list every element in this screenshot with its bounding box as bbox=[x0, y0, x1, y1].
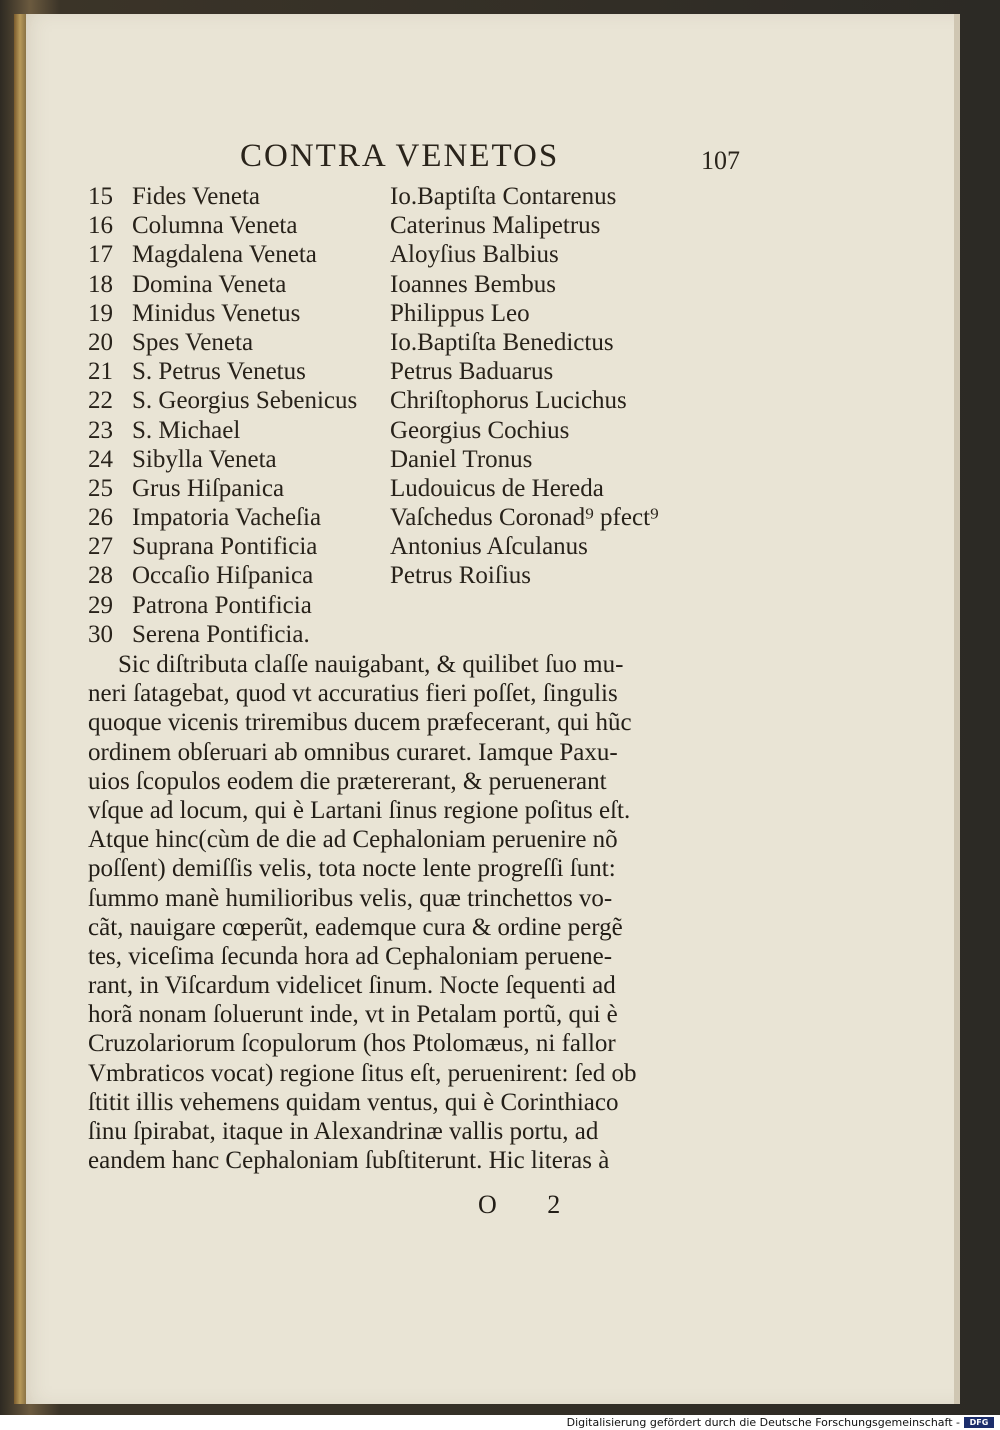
text-line: eandem hanc Cephaloniam ſubſtiterunt. Hic literas à bbox=[88, 1147, 610, 1175]
text-line: ordinem obſeruari ab omnibus curaret. Iamque Paxu- bbox=[88, 738, 618, 766]
captain-name: Antonius Aſculanus bbox=[390, 533, 588, 561]
captain-name: Ludouicus de Hereda bbox=[390, 474, 604, 502]
text-line: Vmbraticos vocat) regione ſitus eſt, peruenirent: ſed ob bbox=[88, 1059, 637, 1087]
captain-name: Chriſtophorus Lucichus bbox=[390, 387, 627, 415]
text-line: vſque ad locum, qui è Lartani ſinus regione poſitus eſt. bbox=[88, 796, 631, 824]
text-line: tes, viceſima ſecunda hora ad Cephaloniam peruene- bbox=[88, 942, 613, 970]
text-line: neri ſatagebat, quod vt accuratius fieri poſſet, ſingulis bbox=[88, 680, 618, 708]
ship-name: Serena Pontificia. bbox=[132, 620, 310, 648]
roster-number: 26 bbox=[88, 504, 113, 532]
roster-number: 23 bbox=[88, 416, 113, 444]
roster-row bbox=[88, 386, 688, 415]
ship-name: Grus Hiſpanica bbox=[132, 474, 285, 502]
roster-row bbox=[88, 591, 688, 620]
roster-number: 20 bbox=[88, 328, 113, 356]
text-line: rant, in Viſcardum videlicet ſinum. Nocte ſequenti ad bbox=[88, 972, 616, 1000]
text-line: Atque hinc(cùm de die ad Cephaloniam peruenire nõ bbox=[88, 826, 618, 854]
roster-row bbox=[88, 211, 688, 240]
text-line: quoque vicenis triremibus ducem præfecerant, qui hũc bbox=[88, 709, 632, 737]
text-line: poſſent) demiſſis velis, tota nocte lente progreſſi ſunt: bbox=[88, 855, 616, 883]
ship-name: S. Georgius Sebenicus bbox=[132, 387, 358, 415]
roster-row bbox=[88, 240, 688, 269]
roster-row bbox=[88, 299, 688, 328]
captain-name: Georgius Cochius bbox=[390, 416, 570, 444]
ship-name: Impatoria Vacheſia bbox=[132, 504, 322, 532]
body-paragraph bbox=[88, 650, 718, 1175]
roster-number: 21 bbox=[88, 358, 113, 386]
roster-row bbox=[88, 445, 688, 474]
roster-number: 30 bbox=[88, 620, 113, 648]
ship-name: Magdalena Veneta bbox=[132, 241, 317, 269]
captain-name: Caterinus Malipetrus bbox=[390, 212, 601, 240]
text-line: ſtitit illis vehemens quidam ventus, qui è Corinthiaco bbox=[88, 1088, 619, 1116]
roster-number: 22 bbox=[88, 387, 113, 415]
page-gutter bbox=[14, 14, 26, 1404]
roster-row bbox=[88, 620, 688, 649]
roster-row bbox=[88, 561, 688, 590]
roster-row bbox=[88, 182, 688, 211]
captain-name: Ioannes Bembus bbox=[390, 270, 556, 298]
captain-name: Petrus Roiſius bbox=[390, 562, 531, 590]
roster-number: 27 bbox=[88, 533, 113, 561]
roster-number: 29 bbox=[88, 591, 113, 619]
captain-name: Io.Baptiſta Contarenus bbox=[390, 183, 617, 210]
text-line: cãt, nauigare cœperũt, eademque cura & ordine pergẽ bbox=[88, 913, 623, 941]
roster-row bbox=[88, 270, 688, 299]
roster-row bbox=[88, 503, 688, 532]
roster-number: 18 bbox=[88, 270, 113, 298]
text-line: Sic diſtributa claſſe nauigabant, & quilibet ſuo mu- bbox=[118, 651, 624, 678]
roster-number: 28 bbox=[88, 562, 113, 590]
captain-name: Daniel Tronus bbox=[390, 445, 533, 473]
captain-name: Petrus Baduarus bbox=[390, 358, 554, 386]
text-line: horã nonam ſoluerunt inde, vt in Petalam portũ, qui è bbox=[88, 1001, 618, 1029]
captain-name: Io.Baptiſta Benedictus bbox=[390, 328, 614, 356]
ship-roster bbox=[88, 182, 688, 649]
captain-name: Vaſchedus Coronad⁹ pfect⁹ bbox=[390, 504, 659, 532]
page-header bbox=[230, 138, 740, 182]
running-title: CONTRA VENETOS bbox=[240, 138, 560, 174]
text-line: uios ſcopulos eodem die prætererant, & peruenerant bbox=[88, 767, 607, 795]
dfg-logo: DFG bbox=[964, 1417, 994, 1428]
roster-number: 17 bbox=[88, 241, 113, 269]
footer-credit: Digitalisierung gefördert durch die Deutsche Forschungsgemeinschaft - bbox=[566, 1416, 960, 1429]
roster-row bbox=[88, 416, 688, 445]
captain-name: Philippus Leo bbox=[390, 299, 530, 327]
text-line: Cruzolariorum ſcopulorum (hos Ptolomæus, ni fallor bbox=[88, 1030, 616, 1058]
roster-number: 19 bbox=[88, 299, 113, 327]
captain-name: Aloyſius Balbius bbox=[390, 241, 559, 269]
ship-name: Minidus Venetus bbox=[132, 299, 301, 327]
ship-name: S. Petrus Venetus bbox=[132, 358, 306, 386]
roster-number: 25 bbox=[88, 474, 113, 502]
ship-name: Occaſio Hiſpanica bbox=[132, 562, 314, 590]
roster-row bbox=[88, 474, 688, 503]
signature-mark: O 2 bbox=[478, 1190, 583, 1219]
roster-row bbox=[88, 328, 688, 357]
text-line: ſinu ſpirabat, itaque in Alexandrinæ vallis portu, ad bbox=[88, 1118, 599, 1145]
ship-name: Suprana Pontificia bbox=[132, 533, 318, 561]
roster-number: 15 bbox=[88, 183, 113, 210]
text-line: ſummo manè humilioribus velis, quæ trinchettos vo- bbox=[88, 884, 613, 912]
ship-name: S. Michael bbox=[132, 416, 241, 444]
ship-name: Domina Veneta bbox=[132, 270, 287, 298]
footer-bar bbox=[0, 1415, 1000, 1430]
ship-name: Fides Veneta bbox=[132, 183, 260, 210]
roster-number: 16 bbox=[88, 212, 113, 240]
ship-name: Patrona Pontificia bbox=[132, 591, 312, 619]
roster-number: 24 bbox=[88, 445, 113, 473]
page-number: 107 bbox=[701, 146, 740, 175]
ship-name: Columna Veneta bbox=[132, 212, 298, 240]
ship-name: Spes Veneta bbox=[132, 328, 254, 356]
ship-name: Sibylla Veneta bbox=[132, 445, 277, 473]
roster-row bbox=[88, 357, 688, 386]
roster-row bbox=[88, 532, 688, 561]
